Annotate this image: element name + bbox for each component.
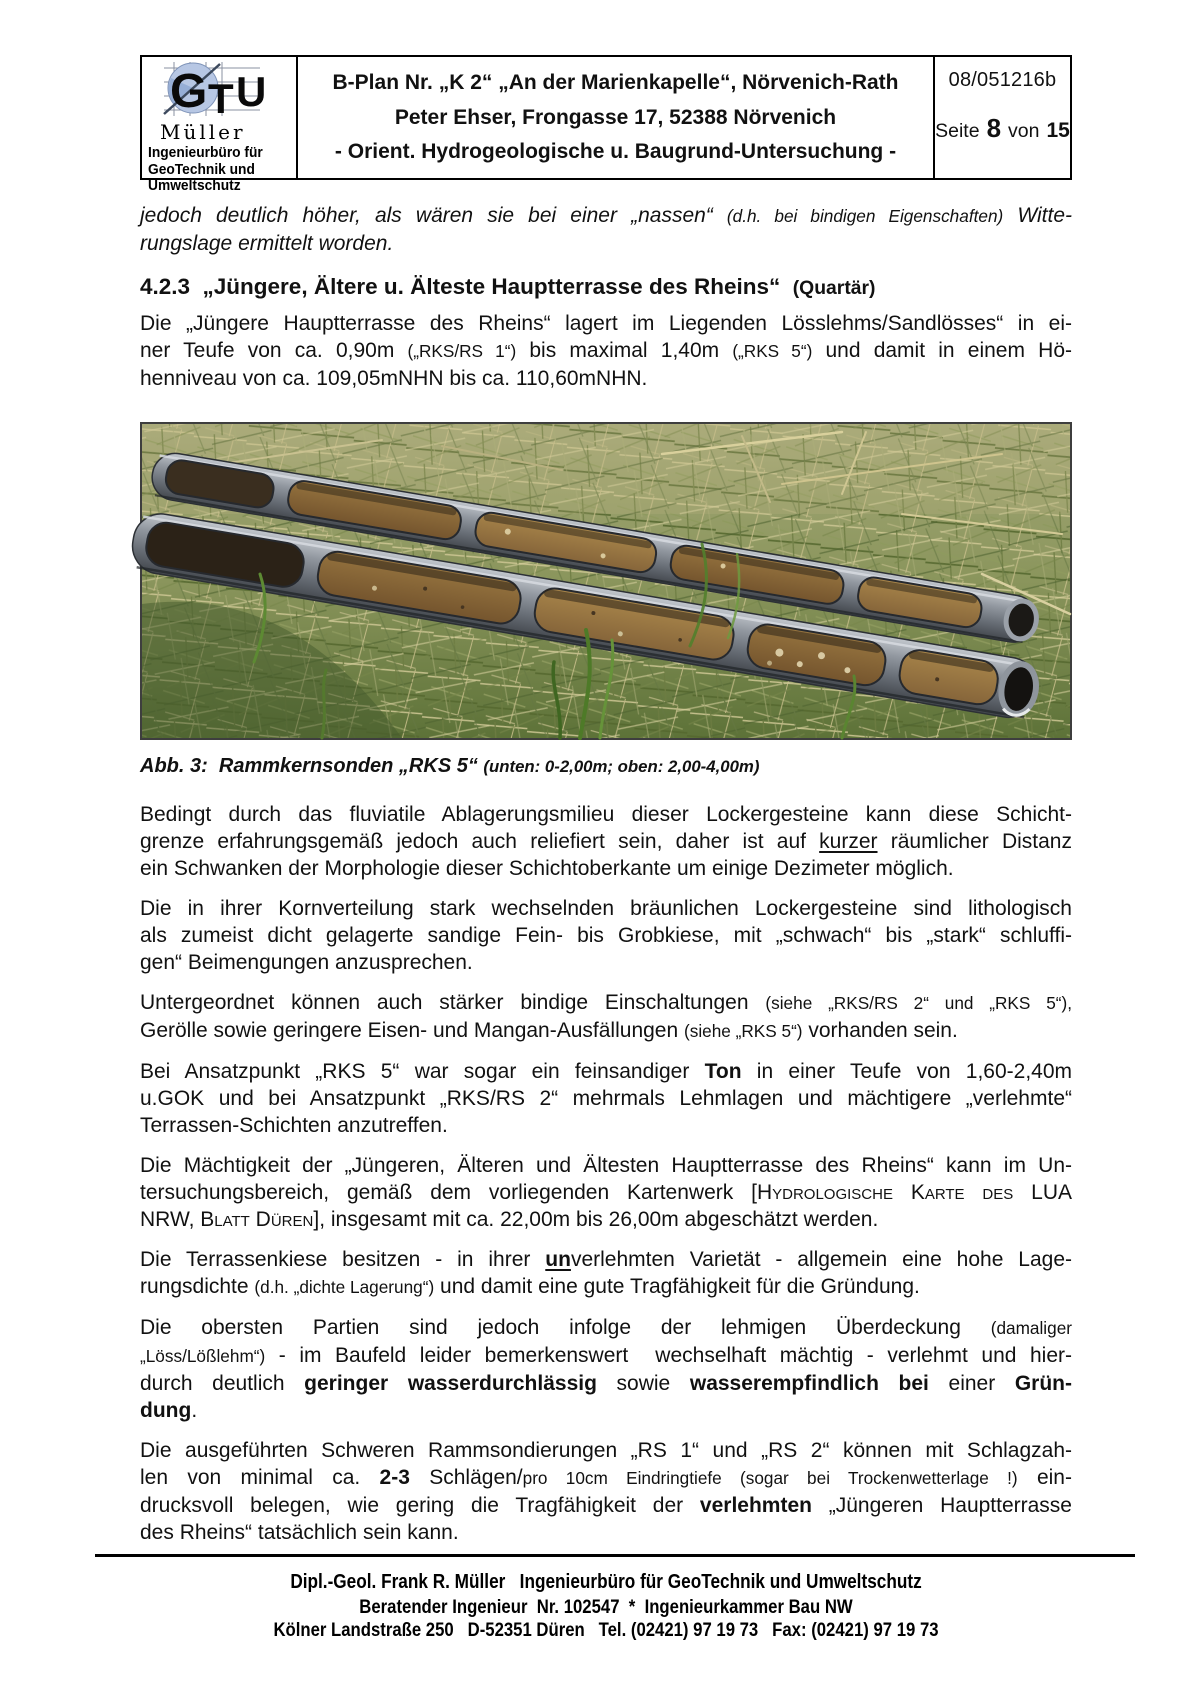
paragraph-ansatzpunkt: Bei Ansatzpunkt „RKS 5“ war sogar ein feinsandiger Ton in einer Teufe von 1,60-2,40m u.GOK und bei Ansatzpunkt „RKS/RS 2“ mehrmals Lehmlagen und mächtigere „verlehmte“ Terrassen-Schichten anzutreffen. [140, 1060, 1073, 1137]
paragraph-terrasse: Die „Jüngere Hauptterrasse des Rheins“ lagert im Liegenden Lösslehms/Sandlösses“ in ei- ner Teufe von ca. 0,90m („RKS/RS 1“) bis maximal 1,40m („RKS 5“) und damit in einem Hö- henniveau von ca. 109,05mNHN bis ca. 110,60mNHN. [140, 312, 1072, 390]
core-samples-photo-image [142, 424, 1070, 738]
header-title-line-1: B-Plan Nr. „K 2“ „An der Marienkapelle“, Nörvenich-Rath [332, 71, 899, 95]
paragraph-terrassenkiese: Die Terrassenkiese besitzen - in ihrer unverlehmten Varietät - allgemein eine hohe Lage- rungsdichte (d.h. „dichte Lagerung“) und damit eine gute Tragfähigkeit für die Gründung. [140, 1248, 1072, 1298]
of-label: von [1008, 120, 1040, 142]
document-number: 08/051216b [948, 69, 1057, 91]
paragraph-kornverteilung: Die in ihrer Kornverteilung stark wechselnden bräunlichen Lockergesteine sind lithologisch als zumeist dicht gelagerte sandige Fein- bis Grobkiese, mit „schwach“ bis „stark“ schluffi- gen“ Beimengungen anzusprechen. [140, 897, 1072, 974]
gtu-logo-icon [148, 60, 288, 122]
paragraph-maechtigkeit: Die Mächtigkeit der „Jüngeren, Älteren und Ältesten Hauptterrasse des Rheins“ kann im Un- tersuchungsbereich, gemäß dem vorliegenden Kartenwerk [Hydrologische Karte des LUA NRW, Blatt Düren], insgesamt mit ca. 22,00m bis 26,00m abgeschätzt werden. [140, 1154, 1072, 1231]
footer-line-2: Beratender Ingenieur Nr. 102547 * Ingenieurkammer Bau NW [359, 1597, 853, 1618]
svg-text:G: G [170, 65, 208, 118]
page-content [140, 55, 1072, 1642]
header-titles [298, 57, 935, 178]
paragraph-rammsondierungen: Die ausgeführten Schweren Rammsondierungen „RS 1“ und „RS 2“ können mit Schlagzah- len von minimal ca. 2-3 Schlägen/pro 10cm Eindringtiefe (sogar bei Trockenwetterlage !) ein- drucksvoll belegen, wie gering die Tragfähigkeit der verlehmten „Jüngeren Hauptterrasse des Rheins“ tatsächlich sein kann. [140, 1439, 1072, 1544]
svg-text:U: U [236, 68, 267, 115]
svg-text:T: T [208, 75, 234, 122]
page-indicator [935, 113, 1070, 144]
header-meta [935, 57, 1070, 178]
logo-subtitle-2: GeoTechnik und [148, 161, 255, 178]
footer-divider [95, 1554, 1135, 1557]
header-box [140, 55, 1072, 194]
logo-company-name: Müller [160, 120, 246, 144]
figure-caption: Abb. 3: Rammkernsonden „RKS 5“ (unten: 0-2,00m; oben: 2,00-4,00m) [140, 755, 760, 777]
intro-paragraph: jedoch deutlich höher, als wären sie bei einer „nassen“ (d.h. bei bindigen Eigenschaften) Witte- rungslage ermittelt worden. [140, 204, 1072, 255]
core-samples-photo [140, 422, 1072, 740]
footer-line-3: Kölner Landstraße 250 D-52351 Düren Tel. (02421) 97 19 73 Fax: (02421) 97 19 73 [273, 1620, 939, 1641]
section-heading: 4.2.3 „Jüngere, Ältere u. Älteste Hauptterrasse des Rheins“ (Quartär) [140, 274, 876, 299]
page-label: Seite [935, 120, 980, 142]
company-logo [142, 57, 298, 194]
paragraph-untergeordnet: Untergeordnet können auch stärker bindige Einschaltungen (siehe „RKS/RS 2“ und „RKS 5“), Gerölle sowie geringere Eisen- und Mangan-Ausfällungen (siehe „RKS 5“) vorhanden sein. [140, 991, 1072, 1042]
footer [140, 1571, 1072, 1642]
header-title-line-2: Peter Ehser, Frongasse 17, 52388 Nörvenich [394, 105, 837, 129]
footer-line-1: Dipl.-Geol. Frank R. Müller Ingenieurbüro für GeoTechnik und Umweltschutz [290, 1571, 922, 1593]
logo-subtitle-1: Ingenieurbüro für [148, 145, 263, 161]
paragraph-oberste-partien: Die obersten Partien sind jedoch infolge der lehmigen Überdeckung (damaliger „Löss/Lößlehm“) - im Baufeld leider bemerkenswert wechselhaft mächtig - verlehmt und hier- durch deutlich geringer wasserdurchlässig sowie wasserempfindlich bei einer Grün- dung. [140, 1316, 1072, 1422]
page-total: 15 [1046, 119, 1070, 142]
page-number: 8 [986, 113, 1002, 143]
paragraph-bedingt: Bedingt durch das fluviatile Ablagerungsmilieu dieser Lockergesteine kann diese Schicht- grenze erfahrungsgemäß jedoch auch reliefiert sein, daher ist auf kurzer räumlicher Distanz ein Schwanken der Morphologie dieser Schichtoberkante um einige Dezimeter möglich. [140, 803, 1072, 880]
header-title-line-3: - Orient. Hydrogeologische u. Baugrund-Untersuchung - [334, 139, 897, 163]
logo-subtitle-3: Umweltschutz [148, 178, 241, 194]
